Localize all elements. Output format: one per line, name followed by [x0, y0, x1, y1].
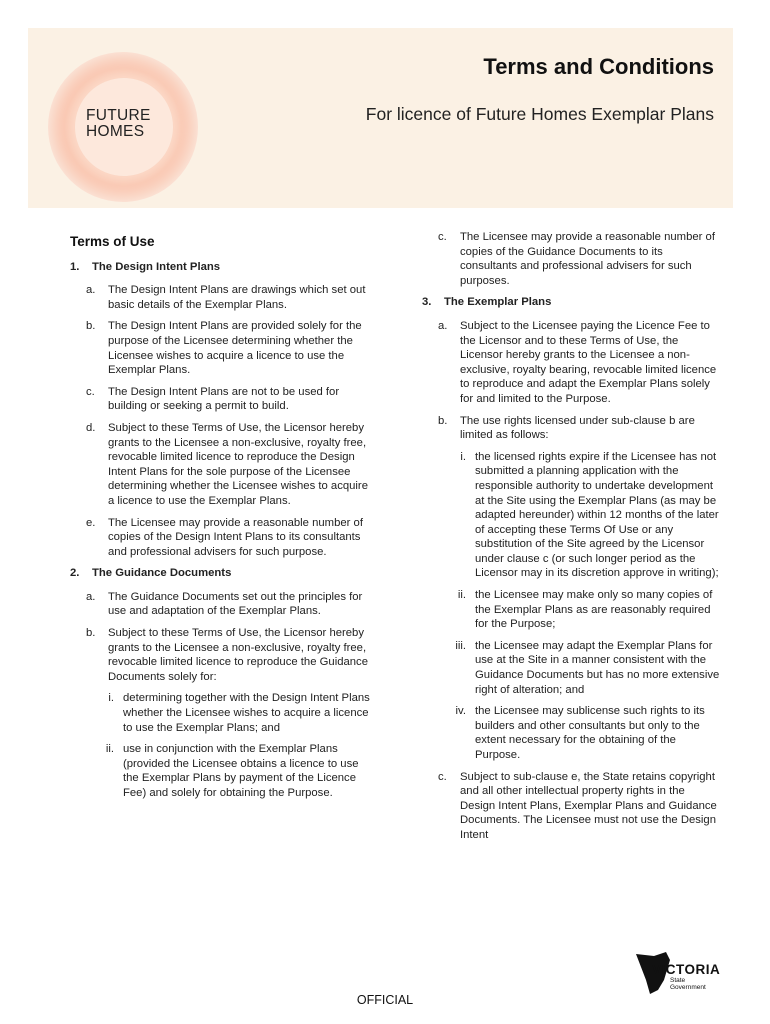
clause-text: The Design Intent Plans are not to be used for building or seeking a permit to build.	[108, 385, 340, 413]
clause-marker: b.	[86, 320, 96, 333]
clause-3a	[422, 319, 720, 407]
clause-1b	[70, 319, 370, 377]
clause-3b-iv	[422, 704, 720, 762]
clause-marker: iv.	[455, 705, 466, 718]
clause-text: the Licensee may make only so many copies of the Exemplar Plans as are reasonably required for the Purpose;	[475, 589, 713, 631]
terms-heading: Terms of Use	[70, 234, 155, 249]
section-3-heading	[422, 295, 720, 310]
clause-text: use in conjunction with the Exemplar Plans (provided the Licensee obtains a licence to use the Exemplar Plans by payment of the Licence Fee) and solely for obtaining the Purpose.	[123, 743, 359, 799]
clause-1a	[70, 283, 370, 312]
clause-text: The Design Intent Plans are provided solely for the purpose of the Licensee determining whether the Licensee wishes to acquire a licence to use the Exemplar Plans.	[108, 320, 362, 377]
clause-text: The Licensee may provide a reasonable number of copies of the Guidance Documents to its consultants and professional advisers for such purposes.	[460, 231, 715, 287]
clause-marker: b.	[438, 414, 448, 427]
section-title: The Exemplar Plans	[444, 296, 552, 309]
clause-3b-i	[422, 450, 720, 581]
clause-marker: i.	[108, 692, 114, 705]
brand-sub-state: State	[670, 977, 686, 984]
clause-text: The Guidance Documents set out the principles for use and adaptation of the Exemplar Plans.	[108, 590, 363, 618]
clause-2b-i	[70, 691, 370, 735]
clause-marker: ii.	[105, 743, 114, 756]
clause-3b-iii	[422, 639, 720, 697]
clause-1d	[70, 421, 370, 509]
clause-text: the Licensee may sublicense such rights to its builders and other consultants but only to the extent necessary for the obtaining of the Purpose.	[475, 705, 705, 761]
victoria-brand-sub	[670, 977, 706, 991]
clause-text: the Licensee may adapt the Exemplar Plans for use at the Site in a manner consistent with the Guidance Documents but has no more extensive right of alteration; and	[475, 639, 720, 696]
clause-text: Subject to these Terms of Use, the Licensor hereby grants to the Licensee a non-exclusive, royalty free, revocable limited licence to reproduce the Guidance Documents solely for:	[108, 627, 368, 683]
clause-marker: i.	[460, 450, 466, 463]
clause-2b-ii	[70, 742, 370, 800]
clause-3b-ii	[422, 588, 720, 632]
section-title: The Guidance Documents	[92, 567, 232, 580]
clause-1e	[70, 516, 370, 560]
clause-1c	[70, 385, 370, 414]
clause-marker: b.	[86, 627, 96, 640]
page-subtitle: For licence of Future Homes Exemplar Plans	[365, 104, 714, 124]
section-1-heading	[70, 260, 370, 275]
victoria-brand: VICTORIA	[652, 962, 721, 977]
clause-text: the licensed rights expire if the Licensee has not submitted a planning application with the responsible authority to undertake development at the Site using the Exemplar Plans (as may be adapted hereunder) within 12 months of the later of accepting these Terms Of Use or any substitution of the Site agreed by the Licensor under clause c (or such longer period as the Licensor may in its discretion approve in writing);	[475, 450, 719, 580]
clause-marker: iii.	[455, 639, 466, 652]
right-column	[422, 230, 720, 850]
clause-2b	[70, 626, 370, 684]
clause-text: The Licensee may provide a reasonable number of copies of the Design Intent Plans to its consultants and professional advisers for such purpose.	[108, 516, 363, 558]
clause-text: Subject to the Licensee paying the Licence Fee to the Licensor and to these Terms of Use, the Licensor hereby grants to the Licensee a non-exclusive, royalty bearing, revocable limited licence to reproduce and adapt the Exemplar Plans solely for and limited to the Purpose.	[460, 319, 717, 405]
clause-text: determining together with the Design Intent Plans whether the Licensee wishes to acquire a licence to use the Exemplar Plans; and	[123, 692, 370, 734]
clause-text: Subject to these Terms of Use, the Licensor hereby grants to the Licensee a non-exclusive, royalty free, revocable limited licence to reproduce the Design Intent Plans for the sole purpose of the Licensee determining whether the Licensee wishes to acquire a licence to use the Exemplar Plans.	[108, 421, 368, 507]
clause-text: Subject to sub-clause e, the State retains copyright and all other intellectual property rights in the Design Intent Plans, Exemplar Plans and Guidance Documents. The Licensee must not use the Design Intent	[460, 770, 717, 841]
clause-marker: a.	[438, 319, 448, 332]
clause-text: The Design Intent Plans are drawings which set out basic details of the Exemplar Plans.	[108, 284, 366, 311]
clause-marker: e.	[86, 516, 96, 529]
clause-text: The use rights licensed under sub-clause b are limited as follows:	[460, 414, 695, 442]
section-2-heading	[70, 566, 370, 581]
clause-marker: c.	[438, 231, 447, 243]
clause-2a	[70, 590, 370, 619]
section-number: 1.	[70, 260, 80, 273]
security-classification: OFFICIAL	[356, 993, 414, 1007]
clause-2c	[422, 230, 720, 288]
section-number: 3.	[422, 296, 432, 309]
clause-3b	[422, 414, 720, 443]
clause-marker: d.	[86, 421, 96, 434]
logo-line-1: FUTURE	[86, 107, 151, 124]
logo-line-2: HOMES	[86, 123, 145, 140]
section-title: The Design Intent Plans	[92, 260, 221, 273]
section-number: 2.	[70, 567, 80, 580]
clause-3c	[422, 770, 720, 843]
clause-marker: a.	[86, 284, 96, 297]
page-title: Terms and Conditions	[483, 54, 714, 79]
clause-marker: c.	[438, 770, 447, 783]
logo-text	[86, 108, 151, 140]
left-column	[70, 232, 370, 808]
clause-marker: c.	[86, 385, 95, 398]
clause-marker: ii.	[457, 589, 466, 602]
brand-sub-government: Government	[670, 984, 706, 991]
clause-marker: a.	[86, 590, 96, 603]
